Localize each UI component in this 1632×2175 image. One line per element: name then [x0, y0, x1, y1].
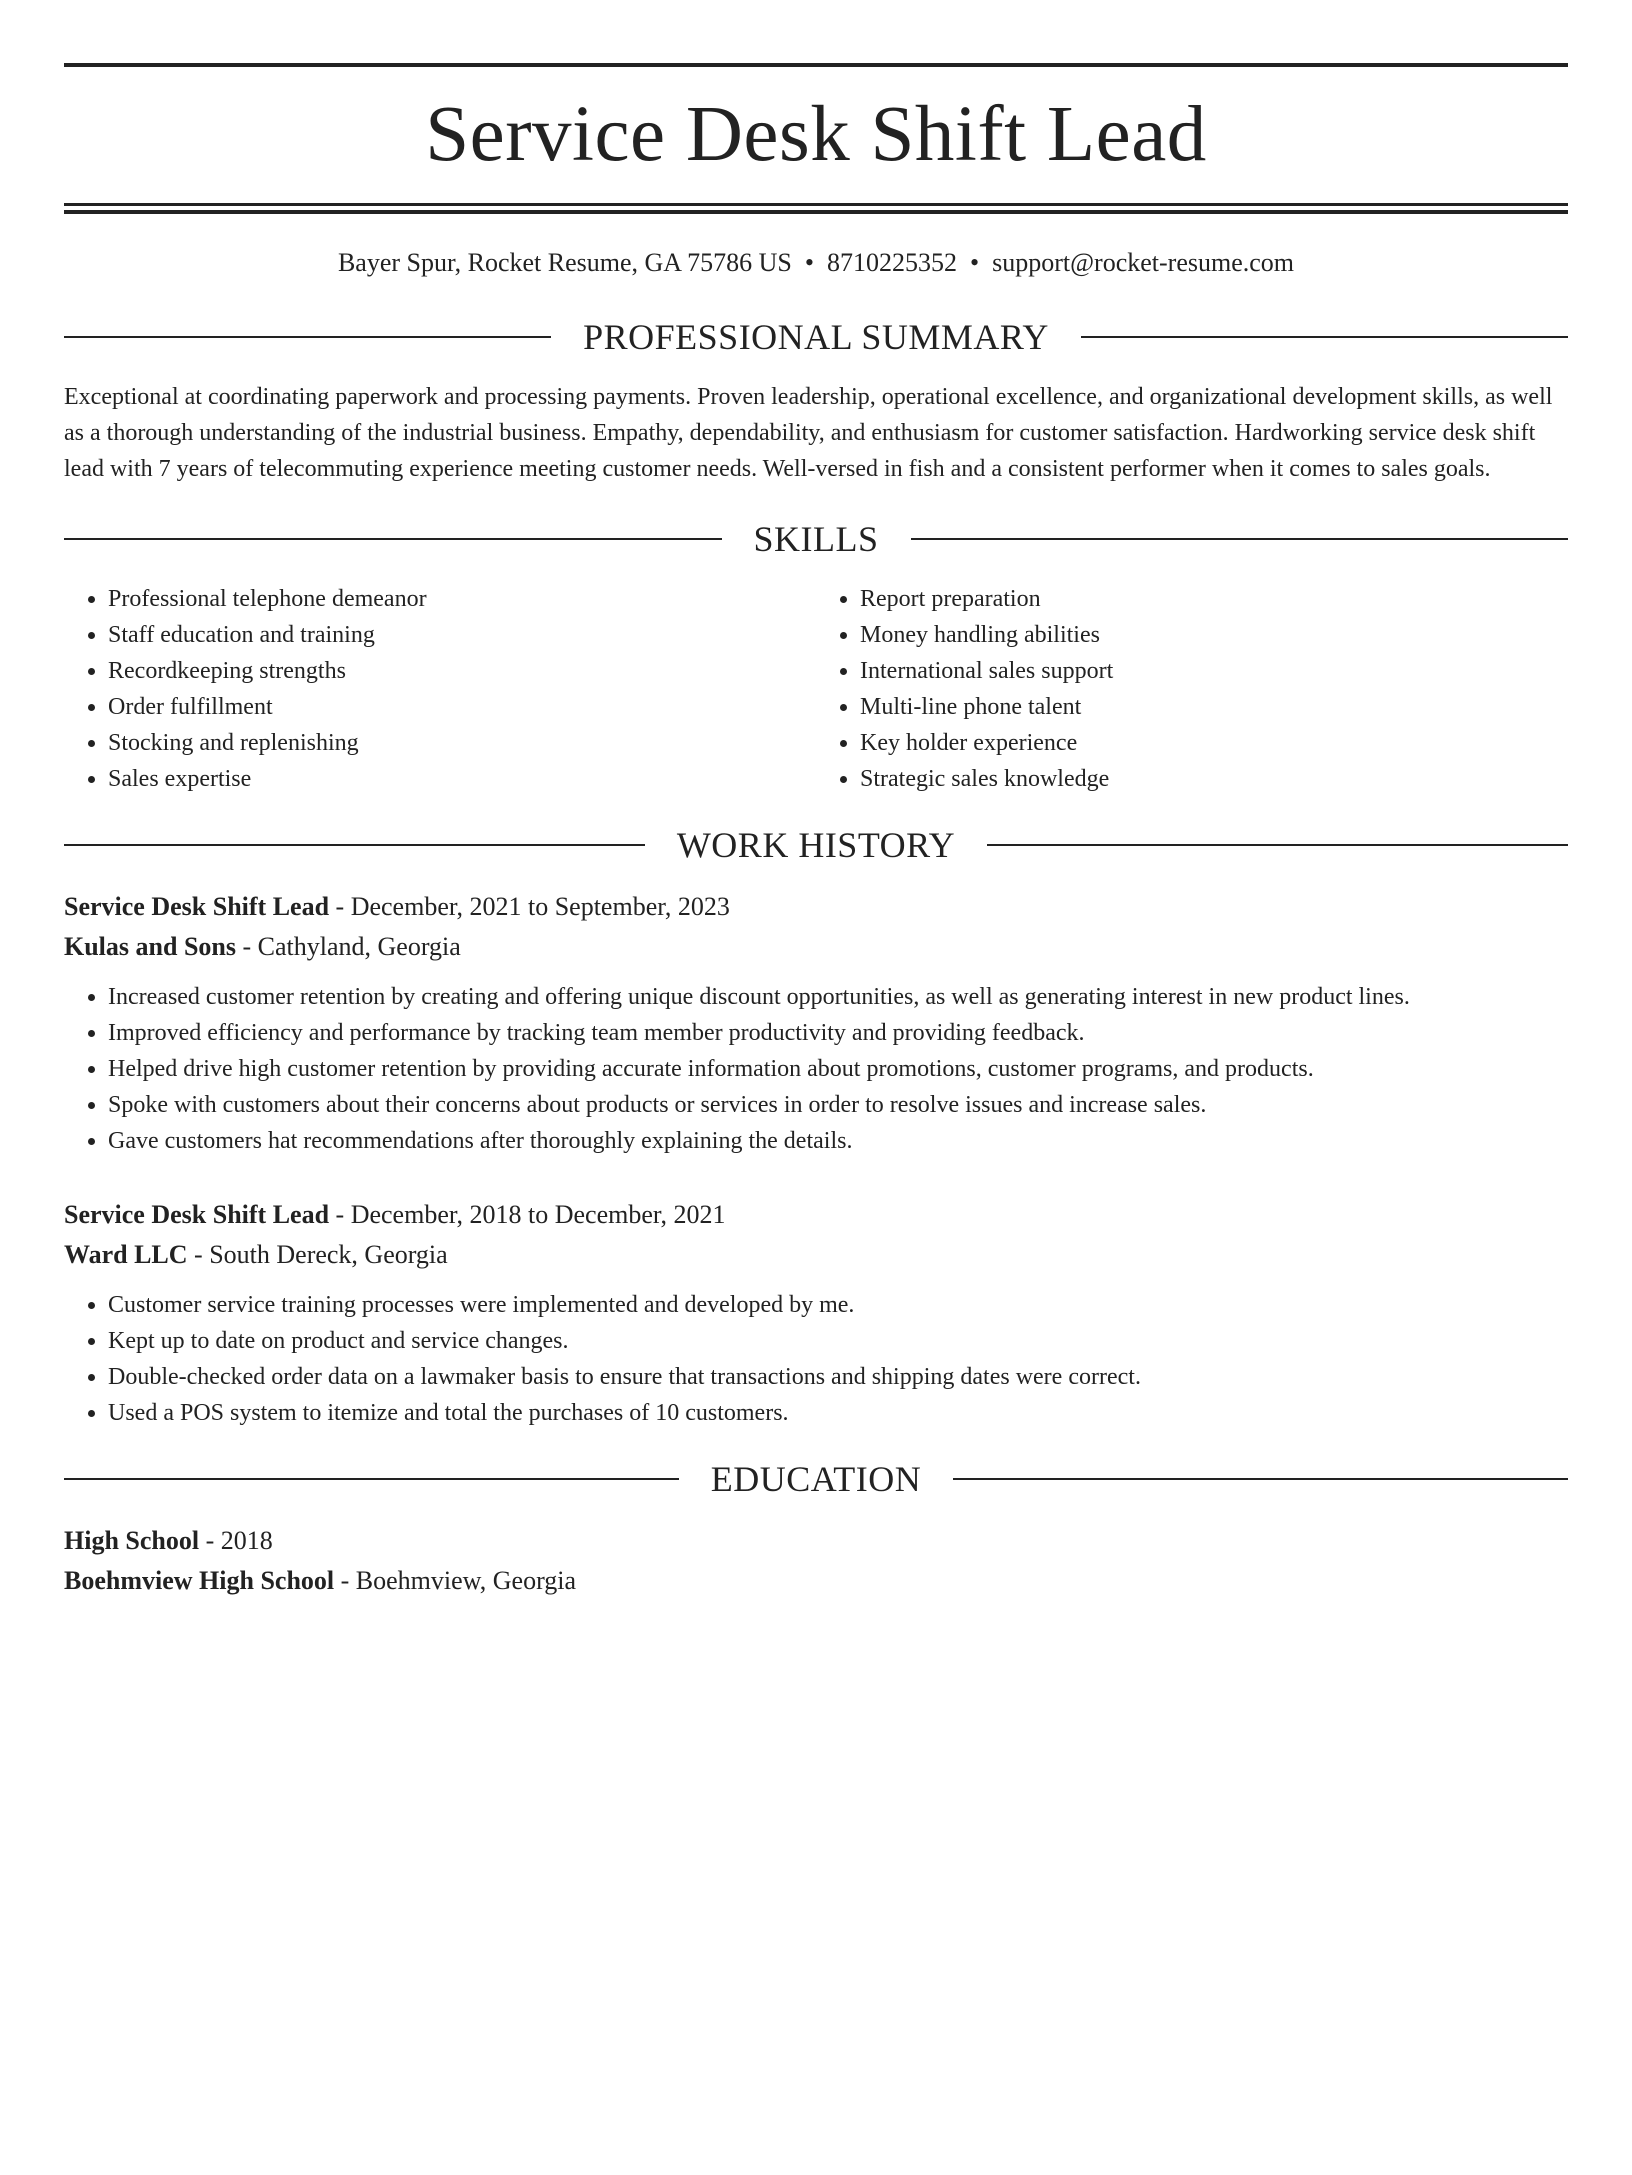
heading-rule-left [64, 844, 645, 846]
resume-page [0, 63, 1632, 2175]
skill-item: • Professional telephone demeanor [108, 581, 816, 617]
job-entry [64, 1195, 1568, 1431]
skills-heading-label: SKILLS [753, 519, 879, 559]
summary-section-heading [64, 315, 1568, 359]
job-location: - South Dereck, Georgia [187, 1240, 448, 1269]
education-heading-label: EDUCATION [710, 1459, 922, 1499]
job-bullet: • Gave customers hat recommendations after thoroughly explaining the details. [108, 1123, 1568, 1159]
job-bullet: • Improved efficiency and performance by tracking team member productivity and providing feedback. [108, 1015, 1568, 1051]
heading-rule-right [987, 844, 1568, 846]
resume-title: Service Desk Shift Lead [425, 91, 1207, 178]
job-bullet: • Spoke with customers about their concerns about products or services in order to resolve issues and increase sales. [108, 1087, 1568, 1123]
job-bullets [64, 979, 1568, 1159]
skill-item: • Staff education and training [108, 617, 816, 653]
job-bullet: • Increased customer retention by creating and offering unique discount opportunities, as well as generating interest in new product lines. [108, 979, 1568, 1015]
skills-column-right [816, 581, 1568, 797]
contact-phone: 8710225352 [827, 248, 957, 277]
skill-item: • Stocking and replenishing [108, 725, 816, 761]
contact-line [64, 245, 1568, 281]
work-section-heading [64, 823, 1568, 867]
skill-item: • Money handling abilities [860, 617, 1568, 653]
skill-item: • Sales expertise [108, 761, 816, 797]
skills-list [64, 581, 1568, 797]
education-year: - 2018 [199, 1526, 273, 1555]
job-bullets [64, 1287, 1568, 1431]
skill-item: • Recordkeeping strengths [108, 653, 816, 689]
skills-section-heading [64, 517, 1568, 561]
contact-email: support@rocket-resume.com [992, 248, 1295, 277]
education-degree-line [64, 1521, 1568, 1561]
job-company: Kulas and Sons [64, 932, 236, 961]
work-heading-label: WORK HISTORY [676, 825, 956, 865]
skill-item: • Strategic sales knowledge [860, 761, 1568, 797]
heading-rule-right [1081, 336, 1568, 338]
job-company-line [64, 1235, 1568, 1275]
skill-item: • Report preparation [860, 581, 1568, 617]
job-dates: - December, 2018 to December, 2021 [329, 1200, 726, 1229]
skill-item: • Key holder experience [860, 725, 1568, 761]
job-company: Ward LLC [64, 1240, 188, 1269]
heading-rule-left [64, 336, 551, 338]
skills-column-left [64, 581, 816, 797]
job-title-line [64, 887, 1568, 927]
skill-item: • International sales support [860, 653, 1568, 689]
summary-heading-label: PROFESSIONAL SUMMARY [583, 317, 1049, 357]
education-location: - Boehmview, Georgia [334, 1566, 577, 1595]
education-school-line [64, 1561, 1568, 1601]
job-bullet: • Kept up to date on product and service changes. [108, 1323, 1568, 1359]
job-bullet: • Double-checked order data on a lawmaker basis to ensure that transactions and shipping dates were correct. [108, 1359, 1568, 1395]
job-location: - Cathyland, Georgia [235, 932, 461, 961]
heading-rule-right [953, 1478, 1568, 1480]
heading-rule-right [911, 538, 1569, 540]
contact-address: Bayer Spur, Rocket Resume, GA 75786 US [337, 248, 792, 277]
education-degree: High School [64, 1526, 200, 1555]
skill-item: • Order fulfillment [108, 689, 816, 725]
education-section-heading [64, 1457, 1568, 1501]
title-double-rule [64, 203, 1568, 214]
heading-rule-left [64, 1478, 679, 1480]
contact-separator: • [970, 248, 980, 277]
job-bullet: • Customer service training processes were implemented and developed by me. [108, 1287, 1568, 1323]
job-title-line [64, 1195, 1568, 1235]
job-bullet: • Used a POS system to itemize and total the purchases of 10 customers. [108, 1395, 1568, 1431]
education-school: Boehmview High School [64, 1566, 335, 1595]
job-title: Service Desk Shift Lead [64, 1200, 330, 1229]
heading-rule-left [64, 538, 722, 540]
job-bullet: • Helped drive high customer retention by providing accurate information about promotions, customer programs, and products. [108, 1051, 1568, 1087]
skill-item: • Multi-line phone talent [860, 689, 1568, 725]
job-entry [64, 887, 1568, 1159]
job-title: Service Desk Shift Lead [64, 892, 330, 921]
summary-text: Exceptional at coordinating paperwork and processing payments. Proven leadership, operational excellence, and organizational development skills, as well as a thorough understanding of the industrial business. Empathy, dependability, and enthusiasm for customer satisfaction. Hardworking service desk shift lead with 7 years of telecommuting experience meeting customer needs. Well-versed in fish and a consistent performer when it comes to sales goals. [64, 384, 1553, 482]
job-company-line [64, 927, 1568, 967]
job-dates: - December, 2021 to September, 2023 [329, 892, 730, 921]
contact-separator: • [804, 248, 814, 277]
